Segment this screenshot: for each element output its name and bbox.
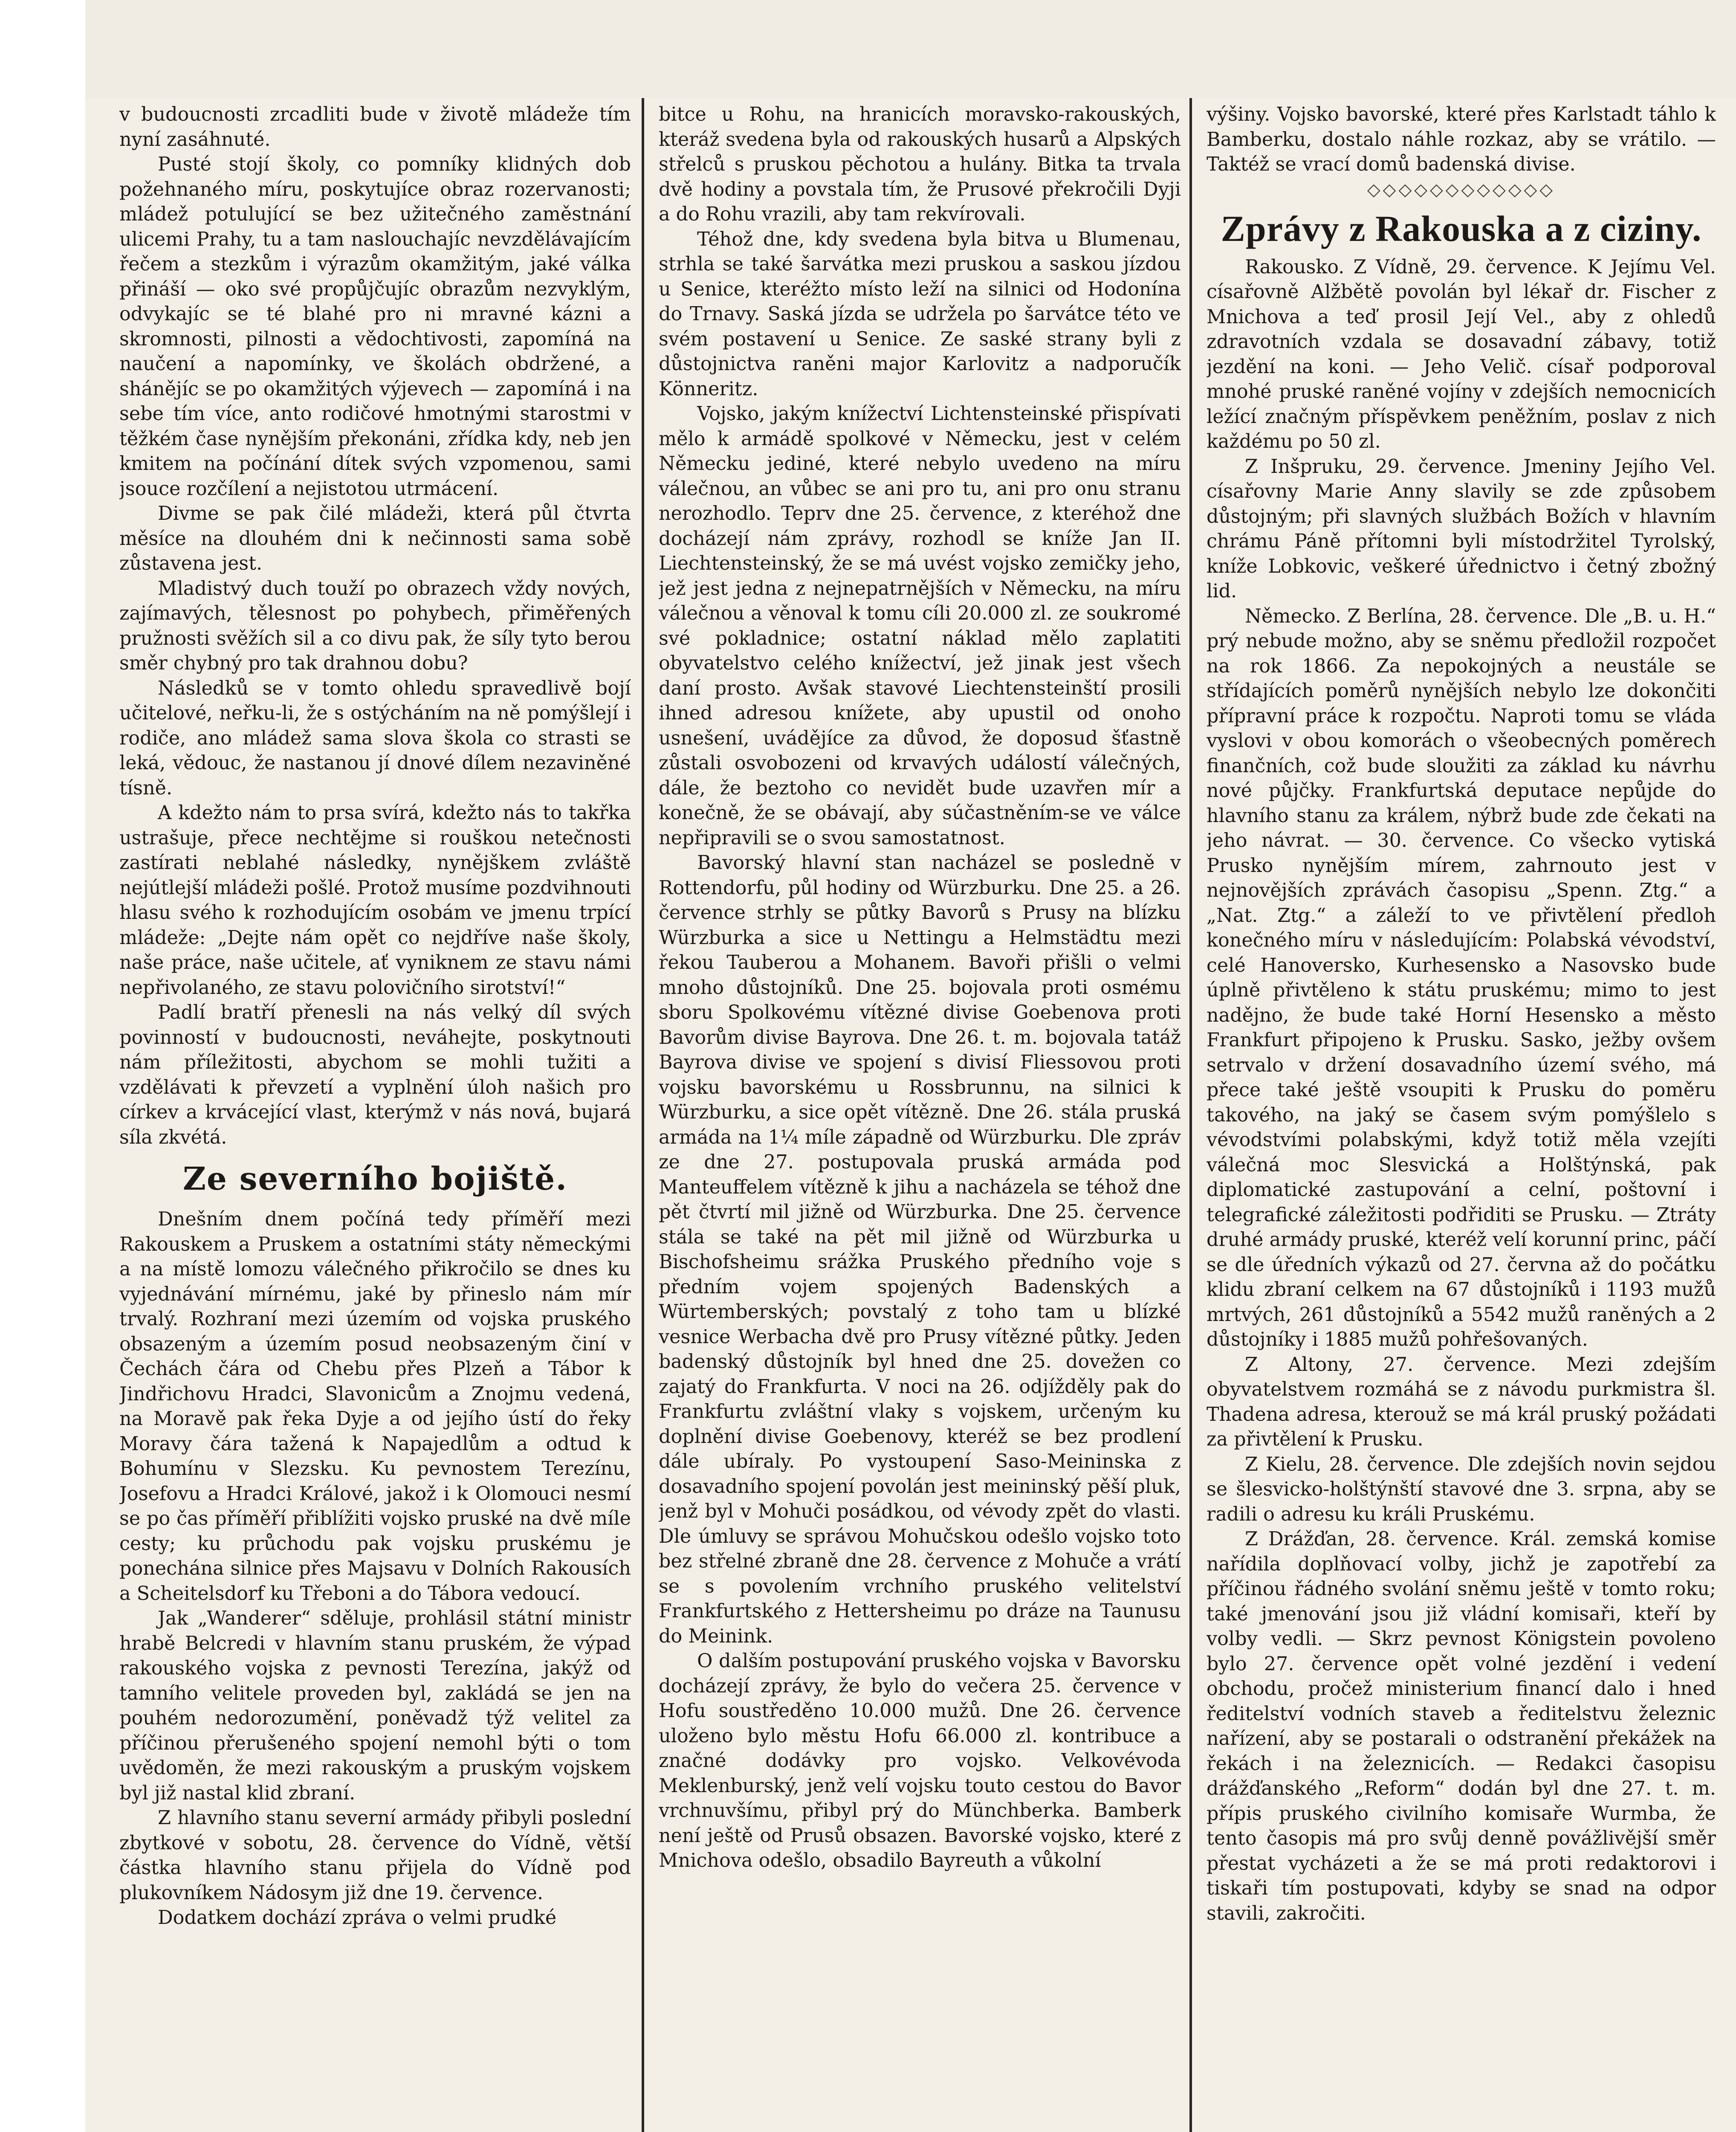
section-heading: Zprávy z Rakouska a z ciziny. [1221,208,1702,249]
paragraph: Z Inšpruku, 29. července. Jmeniny Jejího Vel. císařovny Marie Anny slavily se zde způsobem důstojným; při slavných službách Božích v hlavním chrámu Páně přítomni byli místodržitel Tyrolský, kníže Lobkovic, veškeré úřednictvo i četný zbožný lid. [1207,455,1716,602]
paragraph: Z Drážďan, 28. července. Král. zemská komise nařídila doplňovací volby, jichž je zapotřebí za příčinou řádného svolání sněmu ještě v tomto roku; také jmenování jsou již vládní komisaři, kteří by volby vedli. — Skrz pevnost Königstein povoleno bylo 27. července opět volné jezdění i vedení obchodu, pročež ministerium financí dalo i hned ředitelství vodních staveb a ředitelstvu železnic nařízení, aby se postarali o odstranění překážek na řekách i na železnicích. — Redakci časopisu drážďanského „Reform“ dodán byl dne 27. t. m. přípis pruského civilního komisaře Wurmba, že tento časopis má pro svůj denně povážlivější směr přestat vycházeti a že se má proti redaktorovi i tiskaři tím postupovati, kdyby se snad na odpor stavili, zakročiti. [1207,1528,1716,1924]
paragraph: výšiny. Vojsko bavorské, které přes Karlstadt táhlo k Bamberku, dostalo náhle rozkaz, aby se vrátilo. — Taktéž se vrací domů badenská divise. [1207,104,1716,175]
paragraph: Následků se v tomto ohledu spravedlivě bojí učitelové, neřku-li, že s ostýcháním na ně pomýšlejí i rodiče, ano mládež sama slova škola co strasti se leká, vědouc, že nastanou jí dnové dílem nezaviněné tísně. [119,677,631,799]
paragraph: Divme se pak čilé mládeži, která půl čtvrta měsíce na dlouhém dni k nečinnosti sama sobě zůstavena jest. [119,503,631,574]
paragraph: Mladistvý duch touží po obrazech vždy nových, zajímavých, tělesnost po pohybech, přiměřených pružnosti svěžích sil a co divu pak, že síly tyto berou směr chybný pro tak drahnou dobu? [119,577,631,674]
section-heading: Ze severního bojiště. [182,1161,568,1197]
paragraph: Z Kielu, 28. července. Dle zdejších novin sejdou se šlesvicko-holštýnští stavové dne 3. srpna, aby se radili o adresu ku králi Pruskému. [1207,1453,1716,1525]
paragraph: Vojsko, jakým knížectví Lichtensteinské přispívati mělo k armádě spolkové v Německu, jest v celém Německu jediné, které nebylo uvedeno na míru válečnou, an vůbec se ani pro tu, ani pro onu stranu nerozhodlo. Teprv dne 25. července, z kteréhož dne docházejí nám zprávy, rozhodl se kníže Jan II. Liechtensteinský, že se má uvést vojsko zemičky jeho, jež jest jedna z nejnepatrnějších v Německu, na míru válečnou a věnoval k tomu cíli 20.000 zl. ze soukromé své pokladnice; ostatní náklad mělo zaplatiti obyvatelstvo celého knížectví, jež jinak jest všech daní prosto. Avšak stavové Liechtensteinští prosili ihned adresou knížete, aby upustil od onoho usnešení, uvádějíce za důvod, že doposud šťastně zůstali osvobozeni od krvavých událostí válečných, dále, že beztoho co nevidět bude uzavřen mír a konečně, že se obávají, aby súčastněním-se ve válce nepřipravili se o svou samostatnost. [659,403,1181,849]
paragraph: Jak „Wanderer“ sděluje, prohlásil státní ministr hrabě Belcredi v hlavním stanu pruském, že výpad rakouského vojska z pevnosti Terezína, jakýž od tamního velitele proveden byl, zakládá se jen na pouhém nedorozumění, poněvadž týž velitel za příčinou přerušeného spojení nemohl býti o tom uvědoměn, že mezi rakouským a pruským vojskem byl již nastal klid zbraní. [119,1608,631,1804]
column-1 [119,102,631,2132]
paragraph: A kdežto nám to prsa svírá, kdežto nás to takřka ustrašuje, přece nechtějme si rouškou netečnosti zastírati neblahé následky, nynějškem zvláště nejútlejší mládeži pošlé. Protož musíme pozdvihnouti hlasu svého k rozhodujícím osobám ve jmenu trpící mládeže: „Dejte nám opět co nejdříve naše školy, naše práce, naše učitele, ať vyniknem ze stavu námi nepřivolaného, ze stavu polovičního sirotství!“ [119,802,631,999]
scan-margin [0,0,85,2132]
paragraph: O dalším postupování pruského vojska v Bavorsku docházejí zprávy, že bylo do večera 25. července v Hofu soustředěno 10.000 mužů. Dne 26. července uloženo bylo městu Hofu 66.000 zl. kontribuce a značné dodávky pro vojsko. Velkovévoda Meklenburský, jenž velí vojsku touto cestou do Bavor vrchnuvšímu, přibyl prý do Münchberka. Bamberk není ještě od Prusů obsazen. Bavorské vojsko, které z Mnichova odešlo, obsadilo Bayreuth a vůkolní [659,1650,1181,1871]
column-rule-1 [642,98,644,2132]
paragraph: Bavorský hlavní stan nacházel se posledně v Rottendorfu, půl hodiny od Würzburku. Dne 25. a 26. července strhly se půtky Bavorů s Prusy na blízku Würzburka a sice u Nettingu a Helmstädtu mezi řekou Tauberou a Mohanem. Bavoři přišli o velmi mnoho důstojníků. Dne 25. bojovala proti osmému sboru Spolkovému vítězné divise Goebenova proti Bavorům divise Bayrova. Dne 26. t. m. bojovala tatáž Bayrova divise ve spojení s divisí Fliessovou proti vojsku bavorskému u Rossbrunnu, na silnici k Würzburku, a sice opět vítězně. Dne 26. stála pruská armáda na 1¼ míle západně od Würzburku. Dle zpráv ze dne 27. postupovala pruská armáda pod Manteuffelem vítězně k jihu a nacházela se téhož dne pět čtvrtí mil jižně od Würzburka. Dne 25. července stála se také na pět mil jižně od Würzburka u Bischofsheimu srážka Pruského předního voje s předním vojem spojených Badenských a Würtemberských; povstalý z toho tam u blízké vesnice Werbacha dvě pro Prusy vítězné půtky. Jeden badenský důstojník byl hned dne 25. dovežen co zajatý do Frankfurta. V noci na 26. odjížděly pak do Frankfurtu zvláštní vlaky s vojskem, určeným ku doplnění divise Goebenovy, kteréž se bez prodlení dále ubíraly. Po vystoupení Saso-Meininska z dosavadního spojení povolán jest meininský pěší pluk, jenž byl v Mohuči posádkou, od vévody zpět do vlasti. Dle úmluvy se správou Mohučskou odešlo vojsko toto bez střelné zbraně dne 28. července z Mohuče a vrátí se s povolením vrchního pruského velitelství Frankfurtského z Hettersheimu po dráze na Taunusu do Meinink. [659,852,1181,1647]
paragraph: Z Altony, 27. července. Mezi zdejším obyvatelstvem rozmáhá se z návodu purkmistra šl. Thadena adresa, kterouž se má král pruský požádati za přivtělení k Prusku. [1207,1353,1716,1450]
paragraph: Pusté stojí školy, co pomníky klidných dob požehnaného míru, poskytujíce obraz rozervanosti; mládež potulující se bez užitečného zaměstnání ulicemi Prahy, tu a tam naslouchajíc nevzdělávajícím řečem a stezkům i výrazům okamžitým, jaké válka přináší — oko své propůjčujíc obrazům nezvyklým, odvykajíc se té blahé pro ni mravné kázni a skromnosti, pilnosti a vědochtivosti, zapomíná na naučení a napomínky, ve školách obdržené, a shánějíc se po okamžitých výjevech — zapomíná i na sebe tím více, anto rodičové hmotnými starostmi v těžkém čase nynějším překonáni, zřídka kdy, neb jen kmitem na počínání dítek svých vzpomenou, sami jsouce rozčílení a nejistotou utrmácení. [119,154,631,500]
paragraph: Rakousko. Z Vídně, 29. července. K Jejímu Vel. císařovně Alžbětě povolán byl lékař dr. Fischer z Mnichova a teď prosil Její Vel., aby z ohledů zdravotních vzdala se dosavadní zábavy, totiž jezdění na koni. — Jeho Velič. císař podporoval mnohé pruské raněné vojíny v zdejších nemocnicích ležící značným příspěvkem peněžním, poslav z nich každému po 50 zl. [1207,256,1716,452]
paragraph: v budoucnosti zrcadliti bude v životě mládeže tím nyní zasáhnuté. [119,104,631,151]
column-3 [1207,102,1716,2132]
paragraph: Německo. Z Berlína, 28. července. Dle „B. u. H.“ prý nebude možno, aby se sněmu předložil rozpočet na rok 1866. Za nepokojných a neustále se střídajících poměrů nynějších nebylo lze dokončiti přípravní práce k rozpočtu. Naproti tomu se vláda vyslovi v obou komorách o všeobecných poměrech finančních, což bude sloužiti za základ ku návrhu nové půjčky. Frankfurtská deputace nepůjde do hlavního stanu za králem, nýbrž bude zde čekati na jeho návrat. — 30. července. Co všecko vytiská Prusko nynějším mírem, zahrnouto jest v nejnovějších zprávách časopisu „Spenn. Ztg.“ a „Nat. Ztg.“ a záleží to ve přivtělení předloh konečného míru v následujícím: Polabská vévodství, celé Hanoversko, Kurhesensko a Nasovsko bude úplně přivtěleno k státu pruskému; mimo to jest nadějno, že bude také Horní Hesensko a město Frankfurt připojeno k Prusku. Sasko, ježby ovšem setrvalo v držení dosavadního území svého, má přece také ještě vsoupiti k Prusku do poměru takového, na jaký se časem svým pomýšlelo s vévodstvími polabskými, když totiž měla vzejíti válečná moc Slesvická a Holštýnská, pak diplomatické zastupování a celní, poštovní i telegrafické záležitosti podřiditi se Prusku. — Ztráty druhé armády pruské, kteréž velí korunní princ, páčí se dle úředních výkazů od 27. června až do počátku klidu zbraní celkem na 67 důstojníků i 1193 mužů mrtvých, 261 důstojníků a 5542 mužů raněných a 2 důstojníky i 1885 mužů pohřešovaných. [1207,605,1716,1350]
column-rule-2 [1189,98,1192,2132]
paragraph: Padlí bratří přenesli na nás velký díl svých povinností v budoucnosti, neváhejte, poskytnouti nám příležitosti, abychom se mohli tužiti a vzdělávati k převzetí a vyplnění úloh našich pro církev a krvácející vlast, kterýmž v nás nová, bujará síla zkvétá. [119,1002,631,1148]
paragraph: bitce u Rohu, na hranicích moravsko-rakouských, kteráž svedena byla od rakouských husarů a Alpských střelců s pruskou pěchotou a hulány. Bitka ta trvala dvě hodiny a povstala tím, že Prusové překročili Dyji a do Rohu vrazili, aby tam rekvírovali. [659,104,1181,225]
ornament-divider: ◇◇◇◇◇◇◇◇◇◇◇◇ [1367,180,1556,200]
paragraph: Z hlavního stanu severní armády přibyli poslední zbytkové v sobotu, 28. července do Vídně, větší částka hlavního stanu přijela do Vídně pod plukovníkem Nádosym již dne 19. července. [119,1807,631,1904]
top-margin [85,0,1736,98]
paragraph: Téhož dne, kdy svedena byla bitva u Blumenau, strhla se také šarvátka mezi pruskou a saskou jízdou u Senice, kteréžto místo leží na silnici od Hodonína do Trnavy. Saská jízda se udržela po šarvátce této ve svém postavení u Senice. Ze saské strany byli z důstojnictva raněni major Karlovitz a nadporučík Könneritz. [659,228,1181,400]
column-2 [659,102,1181,2132]
paragraph: Dnešním dnem počíná tedy příměří mezi Rakouskem a Pruskem a ostatními státy německými a na místě lomozu válečného přikročilo se dnes ku vyjednávání mírnému, jaké by přineslo nám mír trvalý. Rozhraní mezi územím od vojska pruského obsazeným a územím posud neobsazeným činí v Čechách čára od Chebu přes Plzeň a Tábor k Jindřichovu Hradci, Slavonicům a Znojmu vedená, na Moravě pak řeka Dyje a od jejího ústí do řeky Moravy čára tažená k Napajedlům a odtud k Bohumínu v Slezsku. Ku pevnostem Terezínu, Josefovu a Hradci Králové, jakož i k Olomouci nesmí se po čas příměří přiblížiti vojsko pruské na dvě míle cesty; ku průchodu pak vojsku pruskému je ponechána silnice přes Majsavu v Dolních Rakousích a Scheitelsdorf ku Třeboni a do Tábora vedoucí. [119,1208,631,1605]
paragraph: Dodatkem dochází zpráva o velmi prudké [158,1907,557,1929]
